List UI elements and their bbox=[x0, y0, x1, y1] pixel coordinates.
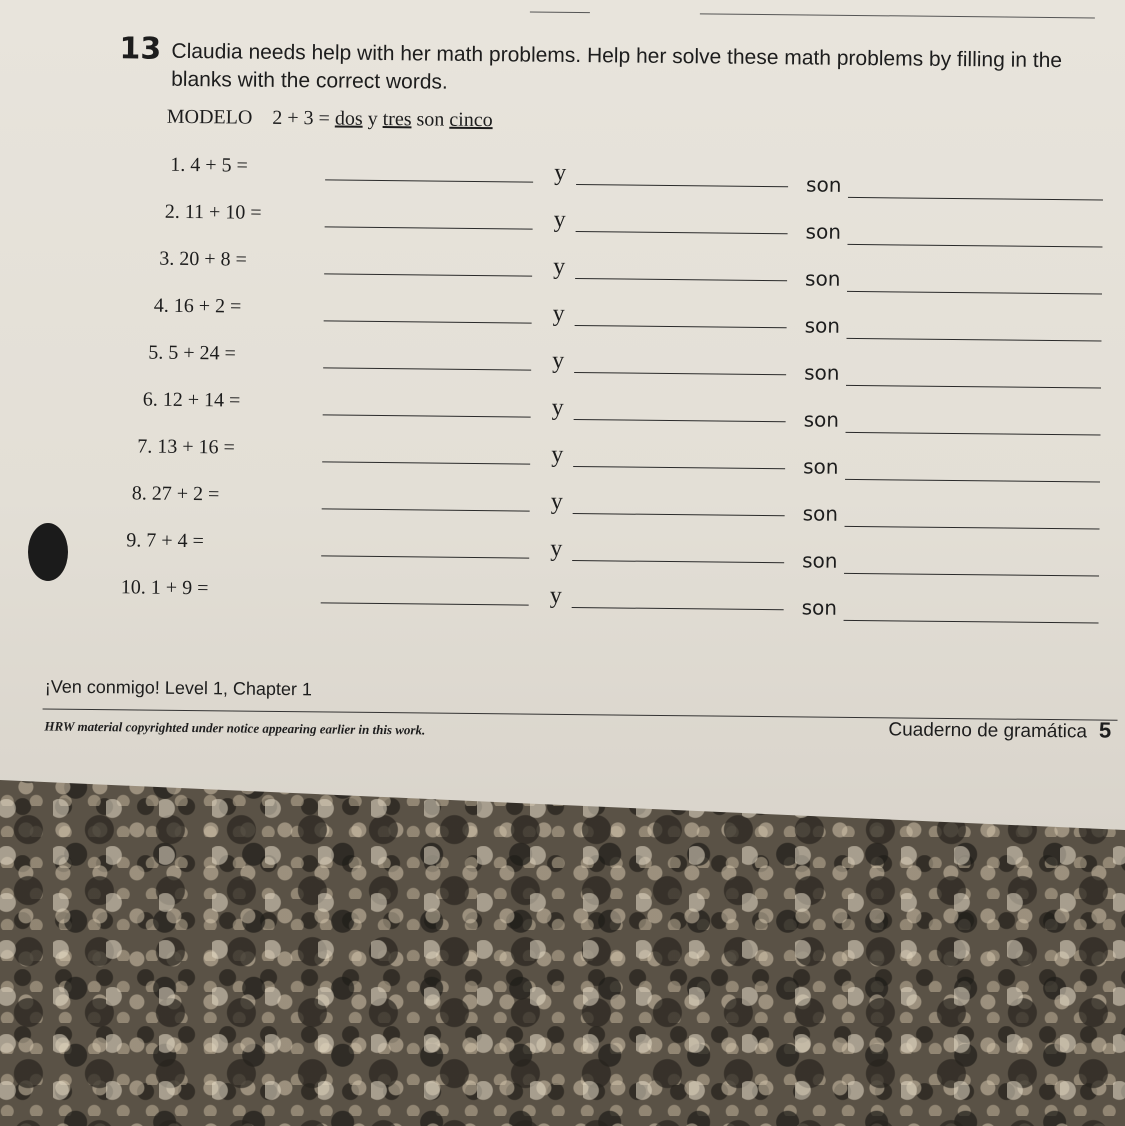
problem-row bbox=[143, 389, 1103, 439]
second-addend-blank[interactable] bbox=[576, 184, 788, 187]
first-addend-blank[interactable] bbox=[323, 367, 531, 370]
problem-row bbox=[159, 248, 1119, 298]
first-addend-blank[interactable] bbox=[324, 320, 532, 323]
problem-label: 7. 13 + 16 = bbox=[137, 435, 236, 459]
son-label: son bbox=[803, 407, 840, 432]
problem-label: 1. 4 + 5 = bbox=[170, 153, 248, 177]
problem-row bbox=[148, 342, 1108, 392]
problem-row bbox=[132, 482, 1092, 532]
modelo-label: MODELO bbox=[166, 105, 253, 129]
sum-blank[interactable] bbox=[846, 432, 1101, 436]
son-label: son bbox=[803, 454, 839, 479]
first-addend-blank[interactable] bbox=[322, 508, 530, 511]
son-label: son bbox=[802, 548, 838, 573]
book-title: ¡Ven conmigo! Level 1, Chapter 1 bbox=[44, 676, 313, 700]
sum-blank[interactable] bbox=[845, 526, 1100, 530]
second-addend-blank[interactable] bbox=[575, 278, 787, 281]
problem-label: 3. 20 + 8 = bbox=[159, 247, 247, 271]
problem-row bbox=[126, 529, 1086, 579]
sum-blank[interactable] bbox=[846, 338, 1101, 342]
son-label: son bbox=[804, 313, 841, 338]
first-addend-blank[interactable] bbox=[325, 179, 533, 182]
second-addend-blank[interactable] bbox=[573, 513, 785, 516]
joiner-y: y bbox=[551, 441, 564, 468]
copyright-notice: HRW material copyrighted under notice appearing earlier in this work. bbox=[44, 718, 426, 738]
second-addend-blank[interactable] bbox=[574, 372, 786, 375]
modelo-equation: 2 + 3 = bbox=[272, 106, 331, 130]
problem-label: 9. 7 + 4 = bbox=[126, 529, 205, 553]
modelo-answer: cinco bbox=[449, 108, 493, 132]
sum-blank[interactable] bbox=[844, 620, 1099, 624]
second-addend-blank[interactable] bbox=[573, 466, 785, 469]
modelo-example bbox=[167, 106, 493, 132]
joiner-y: y bbox=[550, 488, 563, 515]
sum-blank[interactable] bbox=[844, 573, 1099, 577]
sum-blank[interactable] bbox=[846, 385, 1101, 389]
joiner-y: y bbox=[551, 394, 564, 421]
sum-blank[interactable] bbox=[848, 197, 1103, 201]
second-addend-blank[interactable] bbox=[575, 325, 787, 328]
son-label: son bbox=[805, 219, 842, 244]
joiner-y: y bbox=[554, 159, 567, 186]
workbook-name bbox=[888, 715, 1111, 743]
modelo-word1: dos bbox=[334, 107, 363, 130]
top-rule bbox=[530, 12, 590, 14]
second-addend-blank[interactable] bbox=[576, 231, 788, 234]
joiner-y: y bbox=[552, 300, 565, 327]
first-addend-blank[interactable] bbox=[323, 414, 531, 417]
problem-label: 2. 11 + 10 = bbox=[164, 200, 262, 224]
problem-label: 6. 12 + 14 = bbox=[142, 388, 241, 412]
sum-blank[interactable] bbox=[845, 479, 1100, 483]
first-addend-blank[interactable] bbox=[322, 461, 530, 464]
problem-row bbox=[164, 201, 1124, 251]
joiner-y: y bbox=[552, 347, 565, 374]
problem-row bbox=[154, 295, 1114, 345]
second-addend-blank[interactable] bbox=[572, 607, 784, 610]
son-label: son bbox=[802, 501, 839, 526]
first-addend-blank[interactable] bbox=[324, 273, 532, 276]
joiner-y: y bbox=[550, 535, 563, 562]
modelo-word2: tres bbox=[382, 108, 412, 131]
first-addend-blank[interactable] bbox=[325, 226, 533, 229]
second-addend-blank[interactable] bbox=[574, 419, 786, 422]
workbook-title: Cuaderno de gramática bbox=[888, 719, 1088, 743]
second-addend-blank[interactable] bbox=[572, 560, 784, 563]
problem-row bbox=[121, 576, 1081, 626]
exercise-number: 13 bbox=[119, 31, 162, 67]
son-label: son bbox=[804, 360, 840, 385]
problem-row bbox=[170, 154, 1125, 204]
first-addend-blank[interactable] bbox=[321, 555, 529, 558]
sum-blank[interactable] bbox=[847, 244, 1102, 248]
joiner-y: y bbox=[553, 253, 566, 280]
problem-row bbox=[137, 435, 1097, 485]
problem-label: 10. 1 + 9 = bbox=[120, 576, 209, 600]
top-rule bbox=[700, 13, 1095, 18]
problem-label: 4. 16 + 2 = bbox=[153, 294, 242, 318]
son-label: son bbox=[805, 172, 842, 197]
first-addend-blank[interactable] bbox=[321, 602, 529, 605]
page-number: 5 bbox=[1098, 717, 1112, 743]
son-label: son bbox=[805, 266, 841, 291]
joiner-y: y bbox=[553, 206, 566, 233]
modelo-joiner: y bbox=[367, 107, 378, 130]
instructions: Claudia needs help with her math problems. Help her solve these math problems by filling in the blanks with the correct words. bbox=[171, 39, 1063, 94]
modelo-verb: son bbox=[416, 108, 445, 131]
joiner-y: y bbox=[549, 582, 562, 609]
son-label: son bbox=[801, 595, 838, 620]
problem-label: 5. 5 + 24 = bbox=[148, 341, 236, 365]
problem-label: 8. 27 + 2 = bbox=[131, 482, 220, 506]
sum-blank[interactable] bbox=[847, 291, 1102, 295]
